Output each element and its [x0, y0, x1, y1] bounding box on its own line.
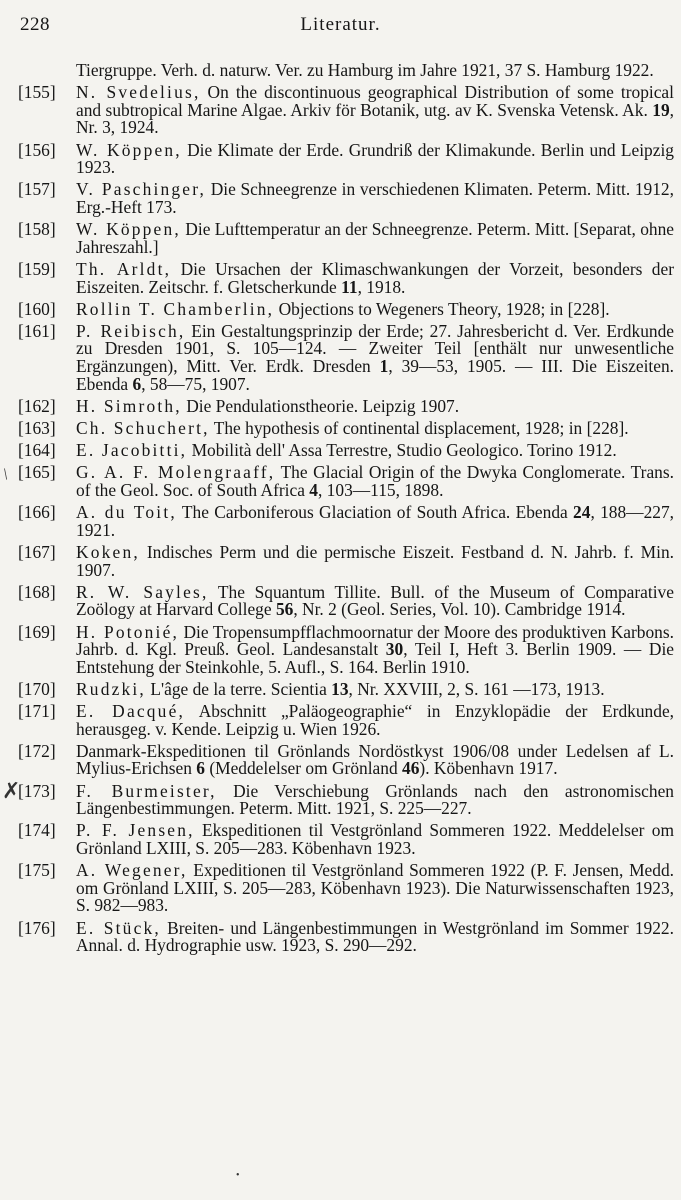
reference-text-cont: (Meddelelser om Grönland [204, 758, 403, 779]
reference-number: [157] [18, 179, 56, 200]
reference-text-cont: , Nr. XXVIII, 2, S. 161 —173, 1913. [348, 678, 605, 699]
reference-author: Rollin T. Chamberlin, [76, 298, 275, 319]
reference-author: W. Köppen, [76, 219, 181, 240]
reference-156 [18, 139, 674, 178]
reference-volume: 11 [341, 276, 358, 297]
reference-text-cont: , Teil I, Heft 3. Berlin 1909. — Die Entstehung der Steinkohle, 5. Aufl., S. 164. Berlin 1910. [76, 639, 674, 677]
page-number: 228 [20, 14, 50, 35]
reference-volume: 30 [385, 639, 404, 660]
reference-text: The Glacial Origin of the Dwyka Conglomerate. Trans. of the Geol. Soc. of South Africa [76, 462, 674, 500]
reference-author: A. Wegener, [76, 860, 188, 881]
reference-text: Ekspeditionen til Vestgrönland Sommeren 1922. Meddelelser om Grönland LXIII, S. 205—283. Köbenhavn 1923. [76, 820, 674, 859]
ink-dot-mark: • [236, 1170, 240, 1181]
reference-text-cont: , 39—53, 1905. — III. Die Eiszeiten. Ebenda [76, 356, 674, 394]
reference-163 [18, 420, 674, 438]
reference-text: Die Lufttemperatur an der Schneegrenze. Peterm. Mitt. [Separat, ohne Jahreszahl.] [76, 219, 675, 257]
reference-author: E. Dacqué, [76, 701, 186, 722]
reference-text-cont: , 103—115, 1898. [317, 480, 444, 500]
reference-text: The hypothesis of continental displacement, 1928; in [228]. [213, 418, 629, 439]
reference-text-cont: , Nr. 3, 1924. [76, 99, 674, 138]
reference-169 [18, 621, 674, 677]
reference-volume: 4 [309, 480, 318, 500]
reference-author: W. Köppen, [76, 139, 182, 160]
reference-text: On the discontinuous geographical Distribution of some tropical and subtropical Marine Algae. Arkiv för Botanik, utg. av K. Svenska Vetensk. Ak. [76, 82, 674, 120]
reference-173 [18, 780, 674, 819]
reference-text-cont: , Nr. 2 (Geol. Series, Vol. 10). Cambridge 1914. [293, 599, 626, 620]
reference-text: Die Pendulationstheorie. Leipzig 1907. [186, 395, 460, 416]
pencil-cross-mark: ✗ [2, 778, 21, 803]
reference-list [18, 62, 674, 955]
reference-164 [18, 442, 674, 460]
reference-text: Expeditionen til Vestgrönland Sommeren 1922 (P. F. Jensen, Medd. om Grönland LXIII, S. 205—283, Köbenhavn 1923). Die Naturwissenschaften 1923, S. 982—983. [76, 860, 674, 916]
reference-author: F. Burmeister, [76, 780, 217, 801]
reference-number: [164] [18, 440, 56, 461]
reference-175 [18, 862, 674, 915]
reference-157 [18, 181, 674, 216]
reference-number: [160] [18, 298, 56, 319]
reference-author: V. Paschinger, [76, 179, 207, 200]
reference-author: R. W. Sayles, [76, 581, 209, 602]
reference-volume: 1 [379, 356, 389, 377]
reference-text: Danmark-Ekspeditionen til Grönlands Nordöstkyst 1906/08 under Ledelsen af L. Mylius-Erichsen [76, 740, 674, 779]
reference-167 [18, 541, 674, 580]
reference-176 [18, 917, 674, 956]
reference-text: Die Ursachen der Klimaschwankungen der Vorzeit, besonders der Eiszeiten. Zeitschr. f. Gletscherkunde [76, 258, 674, 297]
reference-volume: 56 [275, 599, 294, 620]
reference-volume: 6 [196, 758, 205, 779]
reference-volume: 24 [573, 502, 591, 523]
reference-number: [170] [18, 678, 56, 699]
reference-text: Die Klimate der Erde. Grundriß der Klimakunde. Berlin und Leipzig 1923. [76, 139, 674, 178]
reference-text: Die Tropensumpfflachmoornatur der Moore des produktiven Karbons. Jahrb. d. Kgl. Preuß. Geol. Landesanstalt [76, 621, 674, 660]
running-title: Literatur. [300, 14, 381, 35]
reference-author: P. Reibisch, [76, 320, 186, 341]
reference-text-cont: , 188—227, 1921. [76, 502, 675, 540]
reference-volume: 19 [652, 99, 670, 120]
reference-162 [18, 395, 674, 416]
reference-author: Rudzki, [76, 678, 146, 699]
reference-172 [18, 740, 674, 779]
reference-174 [18, 822, 674, 857]
reference-author: Th. Arldt, [76, 258, 172, 279]
reference-number: [161] [18, 320, 56, 341]
reference-volume: 13 [331, 678, 349, 699]
reference-number: [167] [18, 541, 56, 562]
reference-161 [18, 320, 674, 394]
reference-text-cont-2: , 58—75, 1907. [141, 373, 250, 394]
reference-text: The Carboniferous Glaciation of South Africa. Ebenda [181, 502, 574, 523]
reference-author: G. A. F. Molengraaff, [76, 462, 276, 483]
reference-text: Abschnitt „Paläogeographie“ in Enzyklopädie der Erdkunde, herausgeg. v. Kende. Leipzig u. Wien 1926. [76, 701, 675, 739]
reference-author: A. du Toit, [76, 502, 177, 523]
reference-number: [159] [18, 258, 56, 279]
reference-author: H. Potonié, [76, 621, 180, 642]
reference-165 [18, 464, 674, 499]
reference-author: Ch. Schuchert, [76, 418, 210, 439]
reference-160 [18, 298, 674, 319]
reference-author: H. Simroth, [76, 395, 182, 416]
reference-author: E. Stück, [76, 917, 161, 938]
reference-number: [155] [18, 82, 56, 103]
reference-number: [169] [18, 621, 56, 642]
reference-volume-2: 46 [402, 758, 420, 779]
reference-number: [171] [18, 701, 56, 722]
reference-author: Koken, [76, 541, 140, 562]
reference-text: Die Verschiebung Grönlands nach den astronomischen Längenbestimmungen. Peterm. Mitt. 1921, S. 225—227. [76, 780, 674, 819]
reference-volume-2: 6 [132, 373, 142, 394]
reference-text: Die Schneegrenze in verschiedenen Klimaten. Peterm. Mitt. 1912, Erg.-Heft 173. [76, 179, 674, 217]
reference-number: [173] [18, 780, 56, 801]
reference-number: [175] [18, 860, 56, 881]
reference-number: [163] [18, 418, 56, 439]
reference-166 [18, 504, 674, 539]
reference-author: N. Svedelius, [76, 82, 201, 103]
reference-number: [162] [18, 395, 56, 416]
reference-text: Mobilità dell' Assa Terrestre, Studio Geologico. Torino 1912. [191, 440, 617, 461]
reference-continuation [18, 62, 674, 80]
reference-155 [18, 84, 674, 137]
reference-text-cont: , 1918. [357, 276, 406, 297]
page-header [20, 14, 661, 40]
reference-168 [18, 581, 674, 620]
reference-text: Breiten- und Längenbestimmungen in Westgrönland im Sommer 1922. Annal. d. Hydrographie usw. 1923, S. 290—292. [76, 917, 674, 956]
reference-text-cont-2: ). Köbenhavn 1917. [419, 758, 558, 779]
reference-text: The Squantum Tillite. Bull. of the Museum of Comparative Zoölogy at Harvard College [76, 581, 674, 620]
reference-number: [166] [18, 502, 56, 523]
reference-number: [165] [18, 462, 56, 483]
pencil-stroke-mark: / [0, 466, 13, 484]
reference-text: Ein Gestaltungsprinzip der Erde; 27. Jahresbericht d. Ver. Erdkunde zu Dresden 1901, S. 105—124. — Zweiter Teil [enthält nur unwesentliche Ergänzungen), Mitt. Ver. Erdk. Dresden [76, 320, 674, 377]
reference-number: [158] [18, 219, 56, 240]
reference-text: L'âge de la terre. Scientia [150, 678, 332, 699]
reference-author: E. Jacobitti, [76, 440, 188, 461]
reference-number: [176] [18, 917, 56, 938]
reference-number: [156] [18, 139, 56, 160]
continuation-text: Tiergruppe. Verh. d. naturw. Ver. zu Hamburg im Jahre 1921, 37 S. Hamburg 1922. [76, 60, 654, 80]
reference-number: [174] [18, 820, 56, 841]
reference-170 [18, 678, 674, 699]
reference-author: P. F. Jensen, [76, 820, 195, 841]
reference-171 [18, 703, 674, 738]
reference-158 [18, 221, 674, 256]
reference-number: [168] [18, 581, 56, 602]
reference-text: Indisches Perm und die permische Eiszeit. Festband d. N. Jahrb. f. Min. 1907. [76, 541, 674, 580]
reference-number: [172] [18, 740, 56, 761]
reference-159 [18, 258, 674, 297]
reference-text: Objections to Wegeners Theory, 1928; in [228]. [278, 298, 610, 319]
